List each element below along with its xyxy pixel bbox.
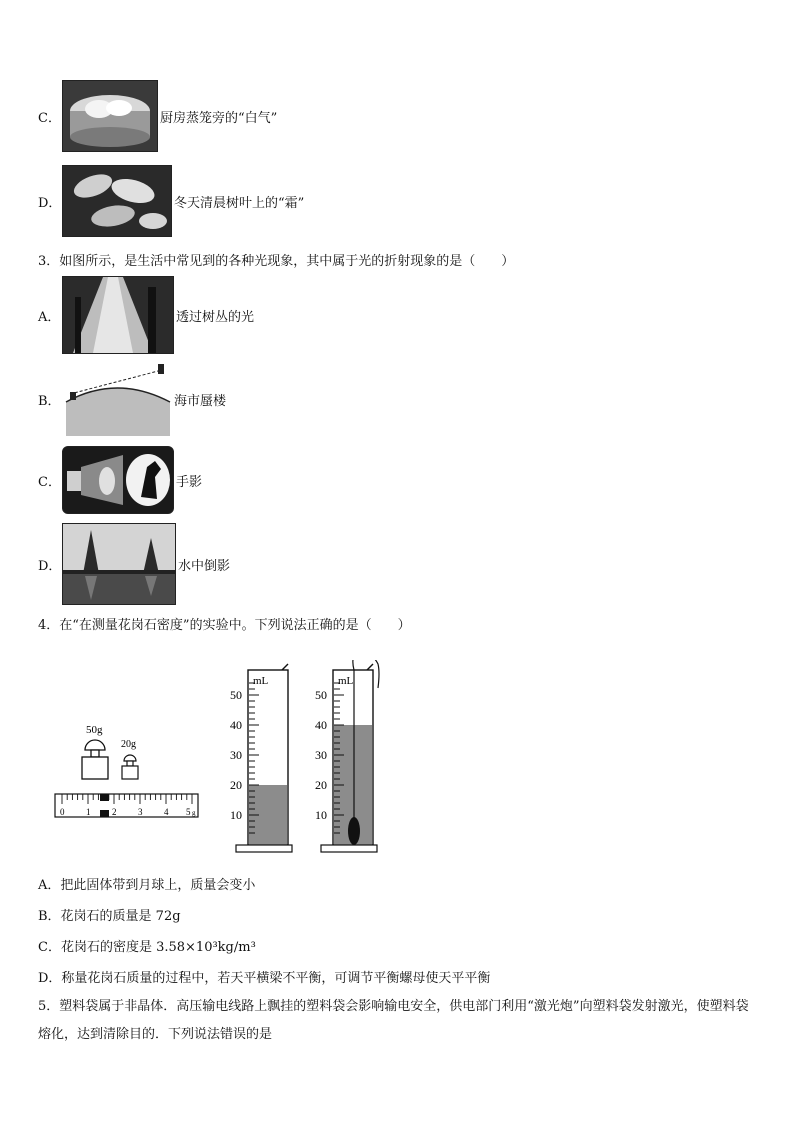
granite-stone	[348, 817, 360, 845]
hand-shadow-icon	[63, 447, 173, 513]
q4-option-b: B．花岗石的质量是 72g	[38, 909, 181, 924]
option-caption: 海市蜃楼	[174, 393, 227, 409]
cyl1-label-10: 10	[230, 808, 242, 822]
q3-option-b	[38, 362, 226, 436]
cyl2-label-30: 30	[315, 748, 327, 762]
cyl1-label-50: 50	[230, 688, 242, 702]
ruler-tick-5: 5	[186, 807, 191, 817]
q4-option-d: D．称量花岗石质量的过程中，若天平横梁不平衡，可调节平衡螺母使天平平衡	[38, 971, 491, 986]
leaf-icon	[63, 166, 171, 236]
ruler-tick-4: 4	[164, 807, 169, 817]
cyl1-label-20: 20	[230, 778, 242, 792]
balance-beam-ruler	[55, 794, 198, 817]
forest-light-image	[62, 276, 174, 354]
option-c-prev	[38, 80, 277, 152]
density-experiment-figure	[50, 660, 400, 860]
option-label: C．	[38, 110, 61, 126]
q3-option-c	[38, 446, 202, 514]
rider-marker-top	[100, 794, 109, 801]
question-3-stem: 3．如图所示，是生活中常见到的各种光现象，其中属于光的折射现象的是（ ）	[38, 254, 515, 269]
cyl2-label-10: 10	[315, 808, 327, 822]
question-5-stem: 5．塑料袋属于非晶体．高压输电线路上飘挂的塑料袋会影响输电安全，供电部门利用“激光炮”向塑料袋发射激光，使塑料袋熔化，达到清除目的．下列说法错误的是	[38, 999, 749, 1042]
weight-50g	[82, 724, 108, 779]
q4-option-c: C．花岗石的密度是 3.58×10³kg/m³	[38, 940, 256, 955]
cyl2-label-40: 40	[315, 718, 327, 732]
mirage-icon	[62, 362, 172, 436]
option-label: C．	[38, 474, 61, 490]
ruler-tick-1: 1	[86, 807, 91, 817]
option-label: D．	[38, 195, 62, 211]
graduated-cylinder-2	[315, 660, 379, 852]
option-caption: 水中倒影	[178, 558, 231, 574]
cyl1-label-40: 40	[230, 718, 242, 732]
pagoda-reflection-image	[62, 523, 176, 605]
cylinder-2-unit: mL	[338, 675, 354, 687]
question-4-stem: 4．在“在测量花岗石密度”的实验中。下列说法正确的是（ ）	[38, 618, 411, 633]
pagoda-icon	[63, 524, 175, 604]
ruler-tick-3: 3	[138, 807, 143, 817]
weight-50g-label: 50g	[86, 724, 103, 736]
frost-leaves-image	[62, 165, 172, 237]
graduated-cylinder-1	[230, 664, 292, 852]
option-caption: 厨房蒸笼旁的“白气”	[160, 110, 278, 126]
hand-shadow-image	[62, 446, 174, 514]
mirage-image	[62, 362, 172, 436]
q3-option-d	[38, 523, 230, 605]
q4-option-a: A．把此固体带到月球上，质量会变小	[38, 878, 256, 893]
rider-marker-bottom	[100, 810, 109, 817]
option-label: D．	[38, 558, 62, 574]
ruler-tick-2: 2	[112, 807, 117, 817]
option-label: A．	[38, 309, 61, 325]
steamer-image	[62, 80, 158, 152]
weight-20g-label: 20g	[121, 739, 136, 750]
steamer-icon	[63, 81, 157, 151]
q3-option-a	[38, 276, 254, 354]
cyl2-label-20: 20	[315, 778, 327, 792]
cylinder-1-unit: mL	[253, 675, 269, 687]
option-label: B．	[38, 393, 61, 409]
option-d-prev	[38, 165, 304, 237]
option-caption: 透过树丛的光	[176, 309, 255, 325]
cyl2-label-50: 50	[315, 688, 327, 702]
option-caption: 手影	[176, 474, 203, 490]
ruler-unit: g	[192, 809, 196, 817]
weight-20g	[121, 739, 138, 779]
ruler-tick-0: 0	[60, 807, 65, 817]
cyl1-label-30: 30	[230, 748, 242, 762]
option-caption: 冬天清晨树叶上的“霜”	[174, 195, 305, 211]
tree-rays-icon	[63, 277, 173, 353]
